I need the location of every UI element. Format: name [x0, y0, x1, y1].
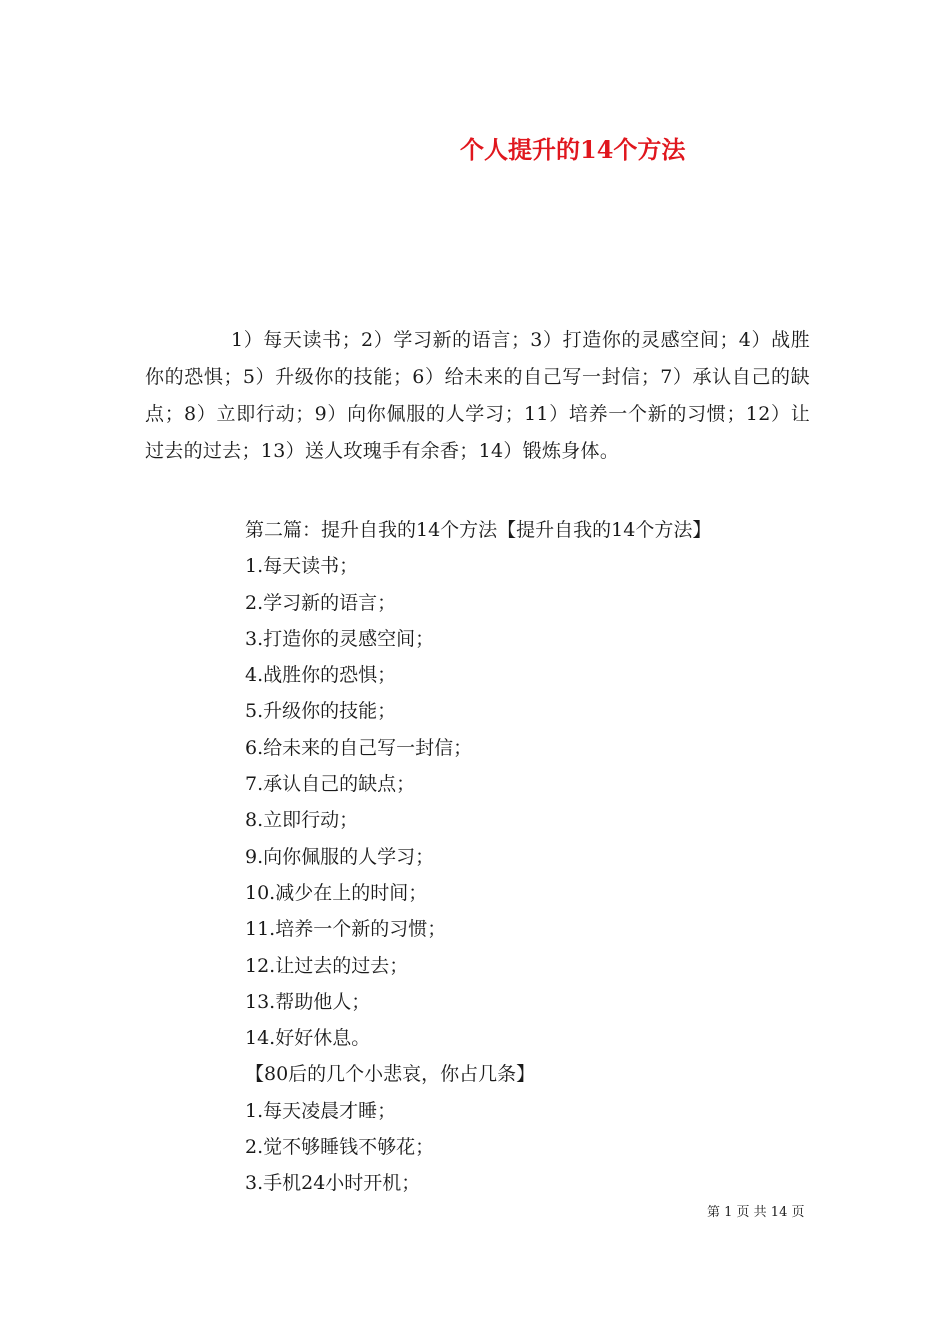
list-item: 1.每天读书； — [245, 555, 359, 578]
list-item: 14.好好休息。 — [245, 1027, 371, 1050]
list-item: 4.战胜你的恐惧； — [245, 664, 397, 687]
list-item: 10.减少在上的时间； — [245, 881, 428, 904]
list-item: 2.学习新的语言； — [245, 591, 397, 614]
section-heading: 第二篇：提升自我的14个方法【提升自我的14个方法】 — [245, 519, 712, 541]
list-item: 3.打造你的灵感空间； — [245, 627, 435, 650]
document-title: 个人提升的14个方法 — [460, 135, 686, 164]
content-lines — [245, 512, 845, 1202]
list-item: 1.每天凌晨才睡； — [245, 1099, 397, 1122]
list-item: 5.升级你的技能； — [245, 700, 397, 723]
list-item: 6.给未来的自己写一封信； — [245, 736, 473, 759]
section-heading: 【80后的几个小悲哀，你占几条】 — [245, 1063, 536, 1086]
list-item: 3.手机24小时开机； — [245, 1172, 421, 1195]
list-item: 13.帮助他人； — [245, 990, 371, 1013]
list-item: 7.承认自己的缺点； — [245, 773, 416, 796]
list-item: 8.立即行动； — [245, 809, 359, 832]
page-footer: 第 1 页 共 14 页 — [707, 1205, 805, 1220]
intro-paragraph: 1）每天读书；2）学习新的语言；3）打造你的灵感空间；4）战胜你的恐惧；5）升级你的技能；6）给未来的自己写一封信；7）承认自己的缺点；8）立即行动；9）向你佩服的人学习；11）培养一个新的习惯；12）让过去的过去；13）送人玫瑰手有余香；14）锻炼身体。 — [145, 329, 810, 462]
list-item: 2.觉不够睡钱不够花； — [245, 1136, 435, 1159]
list-item: 11.培养一个新的习惯； — [245, 918, 447, 941]
list-item: 12.让过去的过去； — [245, 954, 409, 977]
list-item: 9.向你佩服的人学习； — [245, 845, 435, 868]
